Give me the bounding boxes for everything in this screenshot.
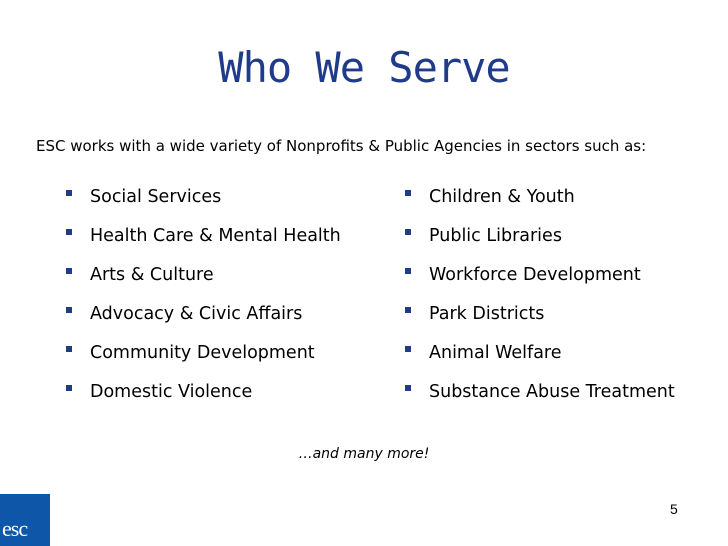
bullet-icon (405, 385, 411, 391)
list-item (405, 338, 675, 377)
bullet-icon (405, 190, 411, 196)
bullet-icon (66, 229, 72, 235)
list-item-label: Substance Abuse Treatment (429, 382, 675, 402)
list-item-label: Domestic Violence (90, 382, 253, 402)
list-item (66, 221, 341, 260)
slide-title: Who We Serve (218, 43, 510, 92)
list-item (66, 338, 341, 377)
bullet-icon (66, 190, 72, 196)
list-item (66, 299, 341, 338)
list-item (405, 260, 675, 299)
list-item-label: Community Development (90, 343, 315, 363)
bullet-icon (66, 307, 72, 313)
list-item-label: Workforce Development (429, 265, 641, 285)
bullet-icon (66, 385, 72, 391)
bullet-icon (66, 346, 72, 352)
bullet-icon (405, 346, 411, 352)
list-item (66, 182, 341, 221)
list-item (66, 260, 341, 299)
sector-list-left (66, 182, 341, 416)
list-item-label: Public Libraries (429, 226, 562, 246)
bullet-icon (405, 229, 411, 235)
page-number: 5 (670, 501, 678, 517)
list-item (405, 182, 675, 221)
esc-logo (0, 494, 50, 546)
list-item (405, 221, 675, 260)
list-item-label: Social Services (90, 187, 222, 207)
list-item-label: Health Care & Mental Health (90, 226, 341, 246)
list-item-label: Arts & Culture (90, 265, 214, 285)
logo-text: esc (2, 516, 28, 541)
bullet-icon (405, 268, 411, 274)
list-item (66, 377, 341, 416)
bullet-icon (405, 307, 411, 313)
list-item-label: Advocacy & Civic Affairs (90, 304, 303, 324)
sector-list-right (405, 182, 675, 416)
list-item (405, 377, 675, 416)
list-item (405, 299, 675, 338)
intro-text: ESC works with a wide variety of Nonprofits & Public Agencies in sectors such as: (36, 137, 647, 155)
footer-note: …and many more! (298, 446, 430, 462)
bullet-icon (66, 268, 72, 274)
list-item-label: Animal Welfare (429, 343, 562, 363)
list-item-label: Children & Youth (429, 187, 575, 207)
list-item-label: Park Districts (429, 304, 545, 324)
